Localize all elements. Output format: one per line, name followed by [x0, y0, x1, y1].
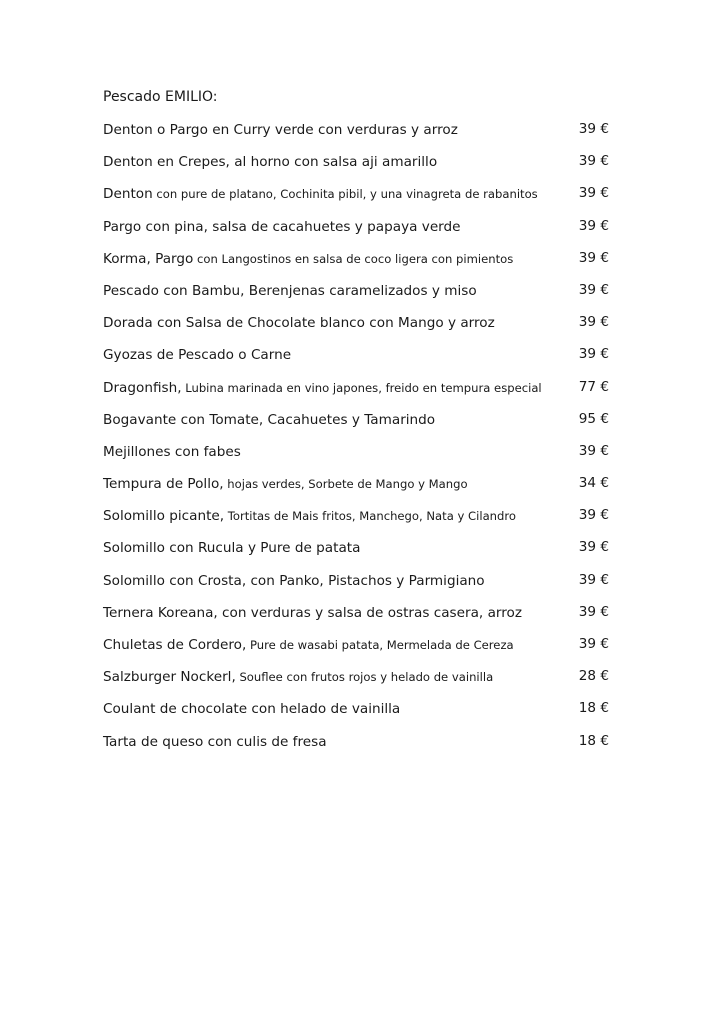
menu-item	[103, 182, 623, 214]
dish-price: 18 €	[578, 732, 609, 749]
menu-item	[103, 665, 623, 697]
menu-item	[103, 730, 623, 762]
menu-item	[103, 376, 623, 408]
dish-price: 39 €	[578, 217, 609, 234]
dish-price: 39 €	[578, 636, 609, 652]
dish-price: 39 €	[578, 507, 609, 524]
dish-name: Solomillo con Rucula y Pure de patata	[103, 540, 361, 557]
menu-item	[103, 279, 623, 311]
dish-price: 39 €	[578, 539, 609, 556]
menu-item	[103, 633, 623, 665]
dish-price: 34 €	[578, 475, 609, 492]
dish-price: 39 €	[578, 249, 609, 266]
section-title: Pescado EMILIO:	[103, 89, 218, 105]
dish-name: Pescado con Bambu, Berenjenas caramelizados y miso	[103, 282, 477, 299]
dish-price: 39 €	[578, 603, 609, 620]
dish-description: con Langostinos en salsa de coco ligera con pimientos	[193, 251, 514, 266]
menu-item	[103, 569, 623, 601]
dish-price: 39 €	[578, 185, 609, 202]
dish-name: Dragonfish,	[103, 379, 182, 396]
dish-description: Lubina marinada en vino japones, freido en tempura especial	[181, 380, 542, 395]
dish-name: Chuletas de Cordero,	[103, 637, 247, 653]
dish-name: Salzburger Nockerl,	[103, 669, 236, 686]
dish-name: Ternera Koreana, con verduras y salsa de ostras casera, arroz	[103, 604, 522, 621]
dish-name: Tempura de Pollo,	[103, 476, 224, 493]
menu-item	[103, 472, 623, 504]
menu-list	[103, 118, 623, 762]
dish-price: 95 €	[578, 410, 609, 427]
menu-item	[103, 697, 623, 729]
dish-name: Denton o Pargo en Curry verde con verduras y arroz	[103, 122, 458, 138]
dish-name: Korma, Pargo	[103, 250, 194, 267]
menu-item	[103, 408, 623, 440]
dish-name: Dorada con Salsa de Chocolate blanco con Mango y arroz	[103, 315, 495, 332]
dish-name: Solomillo picante,	[103, 508, 225, 525]
menu-item	[103, 118, 623, 150]
menu-item	[103, 247, 623, 279]
dish-price: 77 €	[578, 378, 609, 395]
dish-description: Pure de wasabi patata, Mermelada de Cereza	[246, 638, 514, 652]
menu-item	[103, 601, 623, 633]
dish-price: 18 €	[578, 700, 609, 717]
dish-description: Tortitas de Mais fritos, Manchego, Nata y Cilandro	[224, 509, 516, 524]
menu-item	[103, 150, 623, 182]
dish-price: 28 €	[578, 668, 609, 685]
dish-name: Gyozas de Pescado o Carne	[103, 347, 292, 364]
dish-name: Denton en Crepes, al horno con salsa aji amarillo	[103, 154, 438, 171]
dish-name: Mejillones con fabes	[103, 443, 241, 460]
dish-price: 39 €	[578, 153, 609, 170]
dish-name: Tarta de queso con culis de fresa	[103, 733, 327, 750]
dish-price: 39 €	[578, 314, 609, 331]
dish-name: Bogavante con Tomate, Cacahuetes y Tamarindo	[103, 411, 436, 428]
dish-price: 39 €	[578, 346, 609, 363]
dish-price: 39 €	[578, 281, 609, 298]
dish-price: 39 €	[578, 571, 609, 588]
dish-description: con pure de platano, Cochinita pibil, y una vinagreta de rabanitos	[152, 187, 538, 202]
menu-item	[103, 215, 623, 247]
menu-item	[103, 343, 623, 375]
dish-description: Souflee con frutos rojos y helado de vainilla	[235, 670, 494, 685]
menu-item	[103, 504, 623, 536]
dish-price: 39 €	[578, 121, 609, 137]
menu-item	[103, 536, 623, 568]
dish-price: 39 €	[578, 442, 609, 459]
menu-item	[103, 311, 623, 343]
dish-name: Coulant de chocolate con helado de vainilla	[103, 701, 401, 718]
dish-description: hojas verdes, Sorbete de Mango y Mango	[223, 477, 468, 492]
dish-name: Denton	[103, 186, 153, 203]
dish-name: Pargo con pina, salsa de cacahuetes y papaya verde	[103, 218, 461, 235]
dish-name: Solomillo con Crosta, con Panko, Pistachos y Parmigiano	[103, 572, 485, 589]
menu-item	[103, 440, 623, 472]
